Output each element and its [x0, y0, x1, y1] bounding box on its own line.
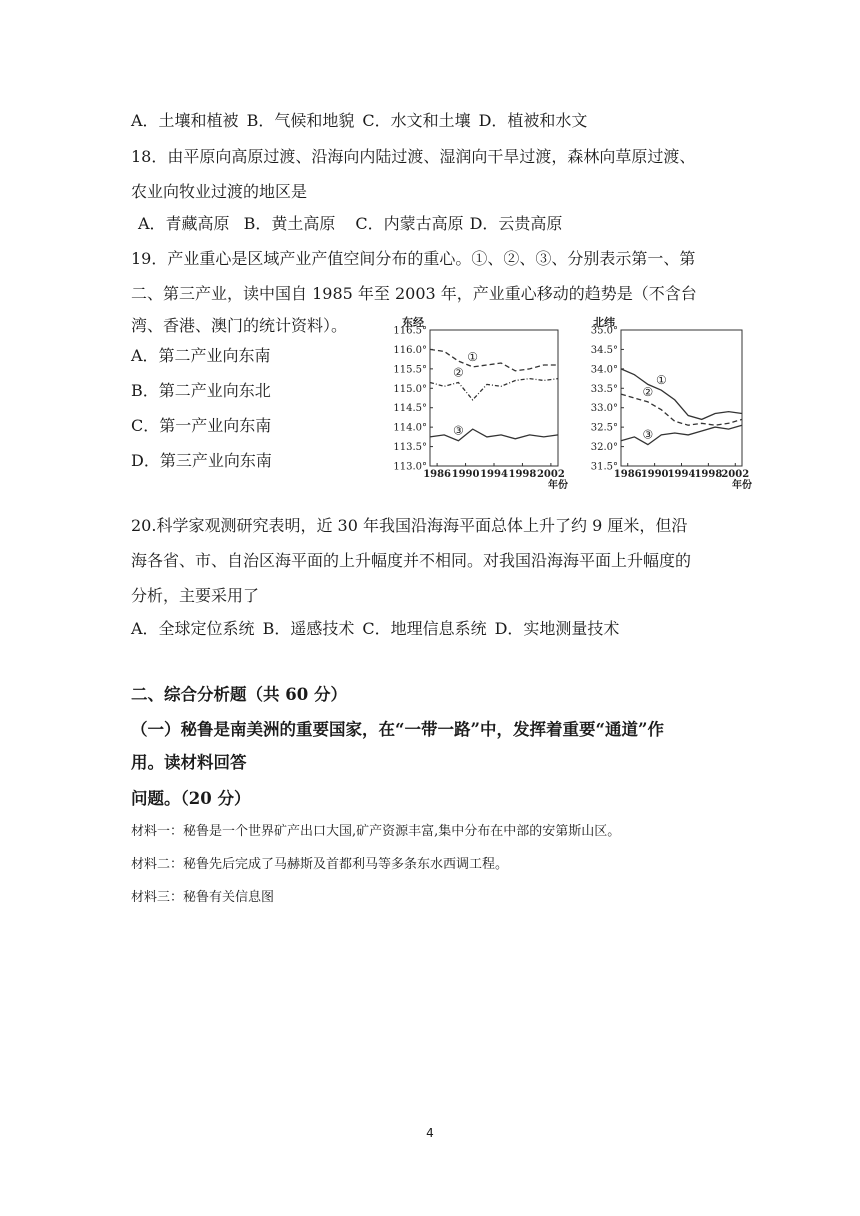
q20-option-a: A．全球定位系统: [131, 619, 255, 638]
page-number: 4: [426, 1126, 434, 1140]
part1-line1: （一）秘鲁是南美洲的重要国家，在“一带一路”中，发挥着重要“通道”作: [131, 720, 664, 739]
series-line-2: [430, 379, 558, 400]
series-label-3: ③: [642, 427, 654, 442]
part1-line3: 问题。（20 分）: [131, 789, 251, 808]
x-tick-label: 1990: [451, 469, 480, 480]
series-line-3: [430, 429, 558, 441]
q20-stem-line3: 分析，主要采用了: [131, 586, 260, 605]
q18-option-d: D．云贵高原: [469, 214, 563, 233]
x-tick-label: 1990: [640, 469, 669, 480]
q18-options: [138, 213, 570, 235]
x-axis-label: 年份: [548, 480, 568, 491]
q20-options: [131, 618, 627, 640]
y-axis-label: 北纬: [593, 316, 615, 329]
q18-stem-line1: 18．由平原向高原过渡、沿海向内陆过渡、湿润向干旱过渡，森林向草原过渡、: [131, 147, 696, 166]
chart-frame: [621, 330, 742, 466]
series-label-2: ②: [453, 365, 464, 380]
y-tick-label: 116.5°: [393, 325, 427, 337]
q19-stem-line2: 二、第三产业，读中国自 1985 年至 2003 年，产业重心移动的趋势是（不含台: [131, 284, 697, 303]
material-two: 材料二：秘鲁先后完成了马赫斯及首都利马等多条东水西调工程。: [131, 857, 509, 872]
q19-stem-line1: 19．产业重心是区域产业产值空间分布的重心。①、②、③、分别表示第一、第: [131, 249, 696, 268]
series-label-3: ③: [453, 423, 464, 438]
y-tick-label: 34.5°: [590, 344, 618, 356]
x-tick-label: 1994: [667, 469, 696, 480]
y-tick-label: 33.0°: [590, 403, 618, 415]
x-axis-label: 年份: [732, 480, 752, 491]
y-tick-label: 116.0°: [393, 344, 427, 356]
series-label-1: ①: [655, 373, 667, 388]
q17-option-c: C．水文和土壤: [362, 111, 471, 130]
series-label-2: ②: [642, 384, 654, 399]
q19-option-a: A．第二产业向东南: [131, 346, 271, 365]
industry-center-charts: [380, 316, 760, 492]
q19-option-b: B．第二产业向东北: [131, 381, 271, 400]
series-line-1: [430, 349, 558, 370]
chart-frame: [430, 330, 558, 466]
y-tick-label: 115.0°: [393, 383, 427, 395]
section2-title: 二、综合分析题（共 60 分）: [131, 685, 347, 704]
q17-option-d: D．植被和水文: [478, 111, 588, 130]
q19-stem-line3: 湾、香港、澳门的统计资料）。: [131, 316, 348, 335]
y-tick-label: 34.0°: [590, 364, 618, 376]
part1-line2: 用。读材料回答: [131, 753, 247, 772]
material-one: 材料一：秘鲁是一个世界矿产出口大国,矿产资源丰富,集中分布在中部的安第斯山区。: [131, 824, 621, 839]
q18-option-c: C．内蒙古高原: [355, 214, 464, 233]
y-tick-label: 33.5°: [590, 383, 618, 395]
q20-option-c: C．地理信息系统: [362, 619, 487, 638]
y-tick-label: 115.5°: [393, 364, 427, 376]
q20-stem-line2: 海各省、市、自治区海平面的上升幅度并不相同。对我国沿海海平面上升幅度的: [131, 551, 692, 570]
y-tick-label: 35.0°: [590, 325, 618, 337]
material-three: 材料三：秘鲁有关信息图: [131, 890, 275, 905]
q20-option-d: D．实地测量技术: [494, 619, 620, 638]
q17-option-b: B．气候和地貌: [246, 111, 355, 130]
q19-option-c: C．第一产业向东南: [131, 416, 272, 435]
series-line-3: [621, 425, 742, 444]
y-tick-label: 114.5°: [393, 403, 427, 415]
q18-option-a: A．青藏高原: [138, 214, 230, 233]
x-tick-label: 1998: [508, 469, 537, 480]
x-tick-label: 1986: [613, 469, 642, 480]
x-tick-label: 1994: [480, 469, 508, 480]
series-line-1: [621, 369, 742, 420]
y-tick-label: 114.0°: [393, 422, 427, 434]
series-label-1: ①: [467, 349, 479, 364]
y-tick-label: 32.5°: [590, 422, 618, 434]
q18-stem-line2: 农业向牧业过渡的地区是: [131, 182, 308, 201]
q17-options: [131, 110, 595, 132]
y-axis-label: 东经: [402, 316, 424, 329]
y-tick-label: 32.0°: [590, 442, 618, 454]
q19-option-d: D．第三产业向东南: [131, 451, 272, 470]
x-tick-label: 1986: [423, 469, 452, 480]
series-line-2: [621, 394, 742, 425]
y-tick-label: 113.0°: [393, 461, 427, 473]
q20-stem-line1: 20.科学家观测研究表明，近 30 年我国沿海海平面总体上升了约 9 厘米，但沿: [131, 516, 688, 535]
x-tick-label: 2002: [536, 469, 565, 480]
q18-option-b: B．黄土高原: [243, 214, 336, 233]
y-tick-label: 113.5°: [393, 442, 427, 454]
y-tick-label: 31.5°: [590, 461, 618, 473]
x-tick-label: 1998: [694, 469, 723, 480]
q17-option-a: A．土壤和植被: [131, 111, 239, 130]
x-tick-label: 2002: [721, 469, 750, 480]
q20-option-b: B．遥感技术: [262, 619, 355, 638]
